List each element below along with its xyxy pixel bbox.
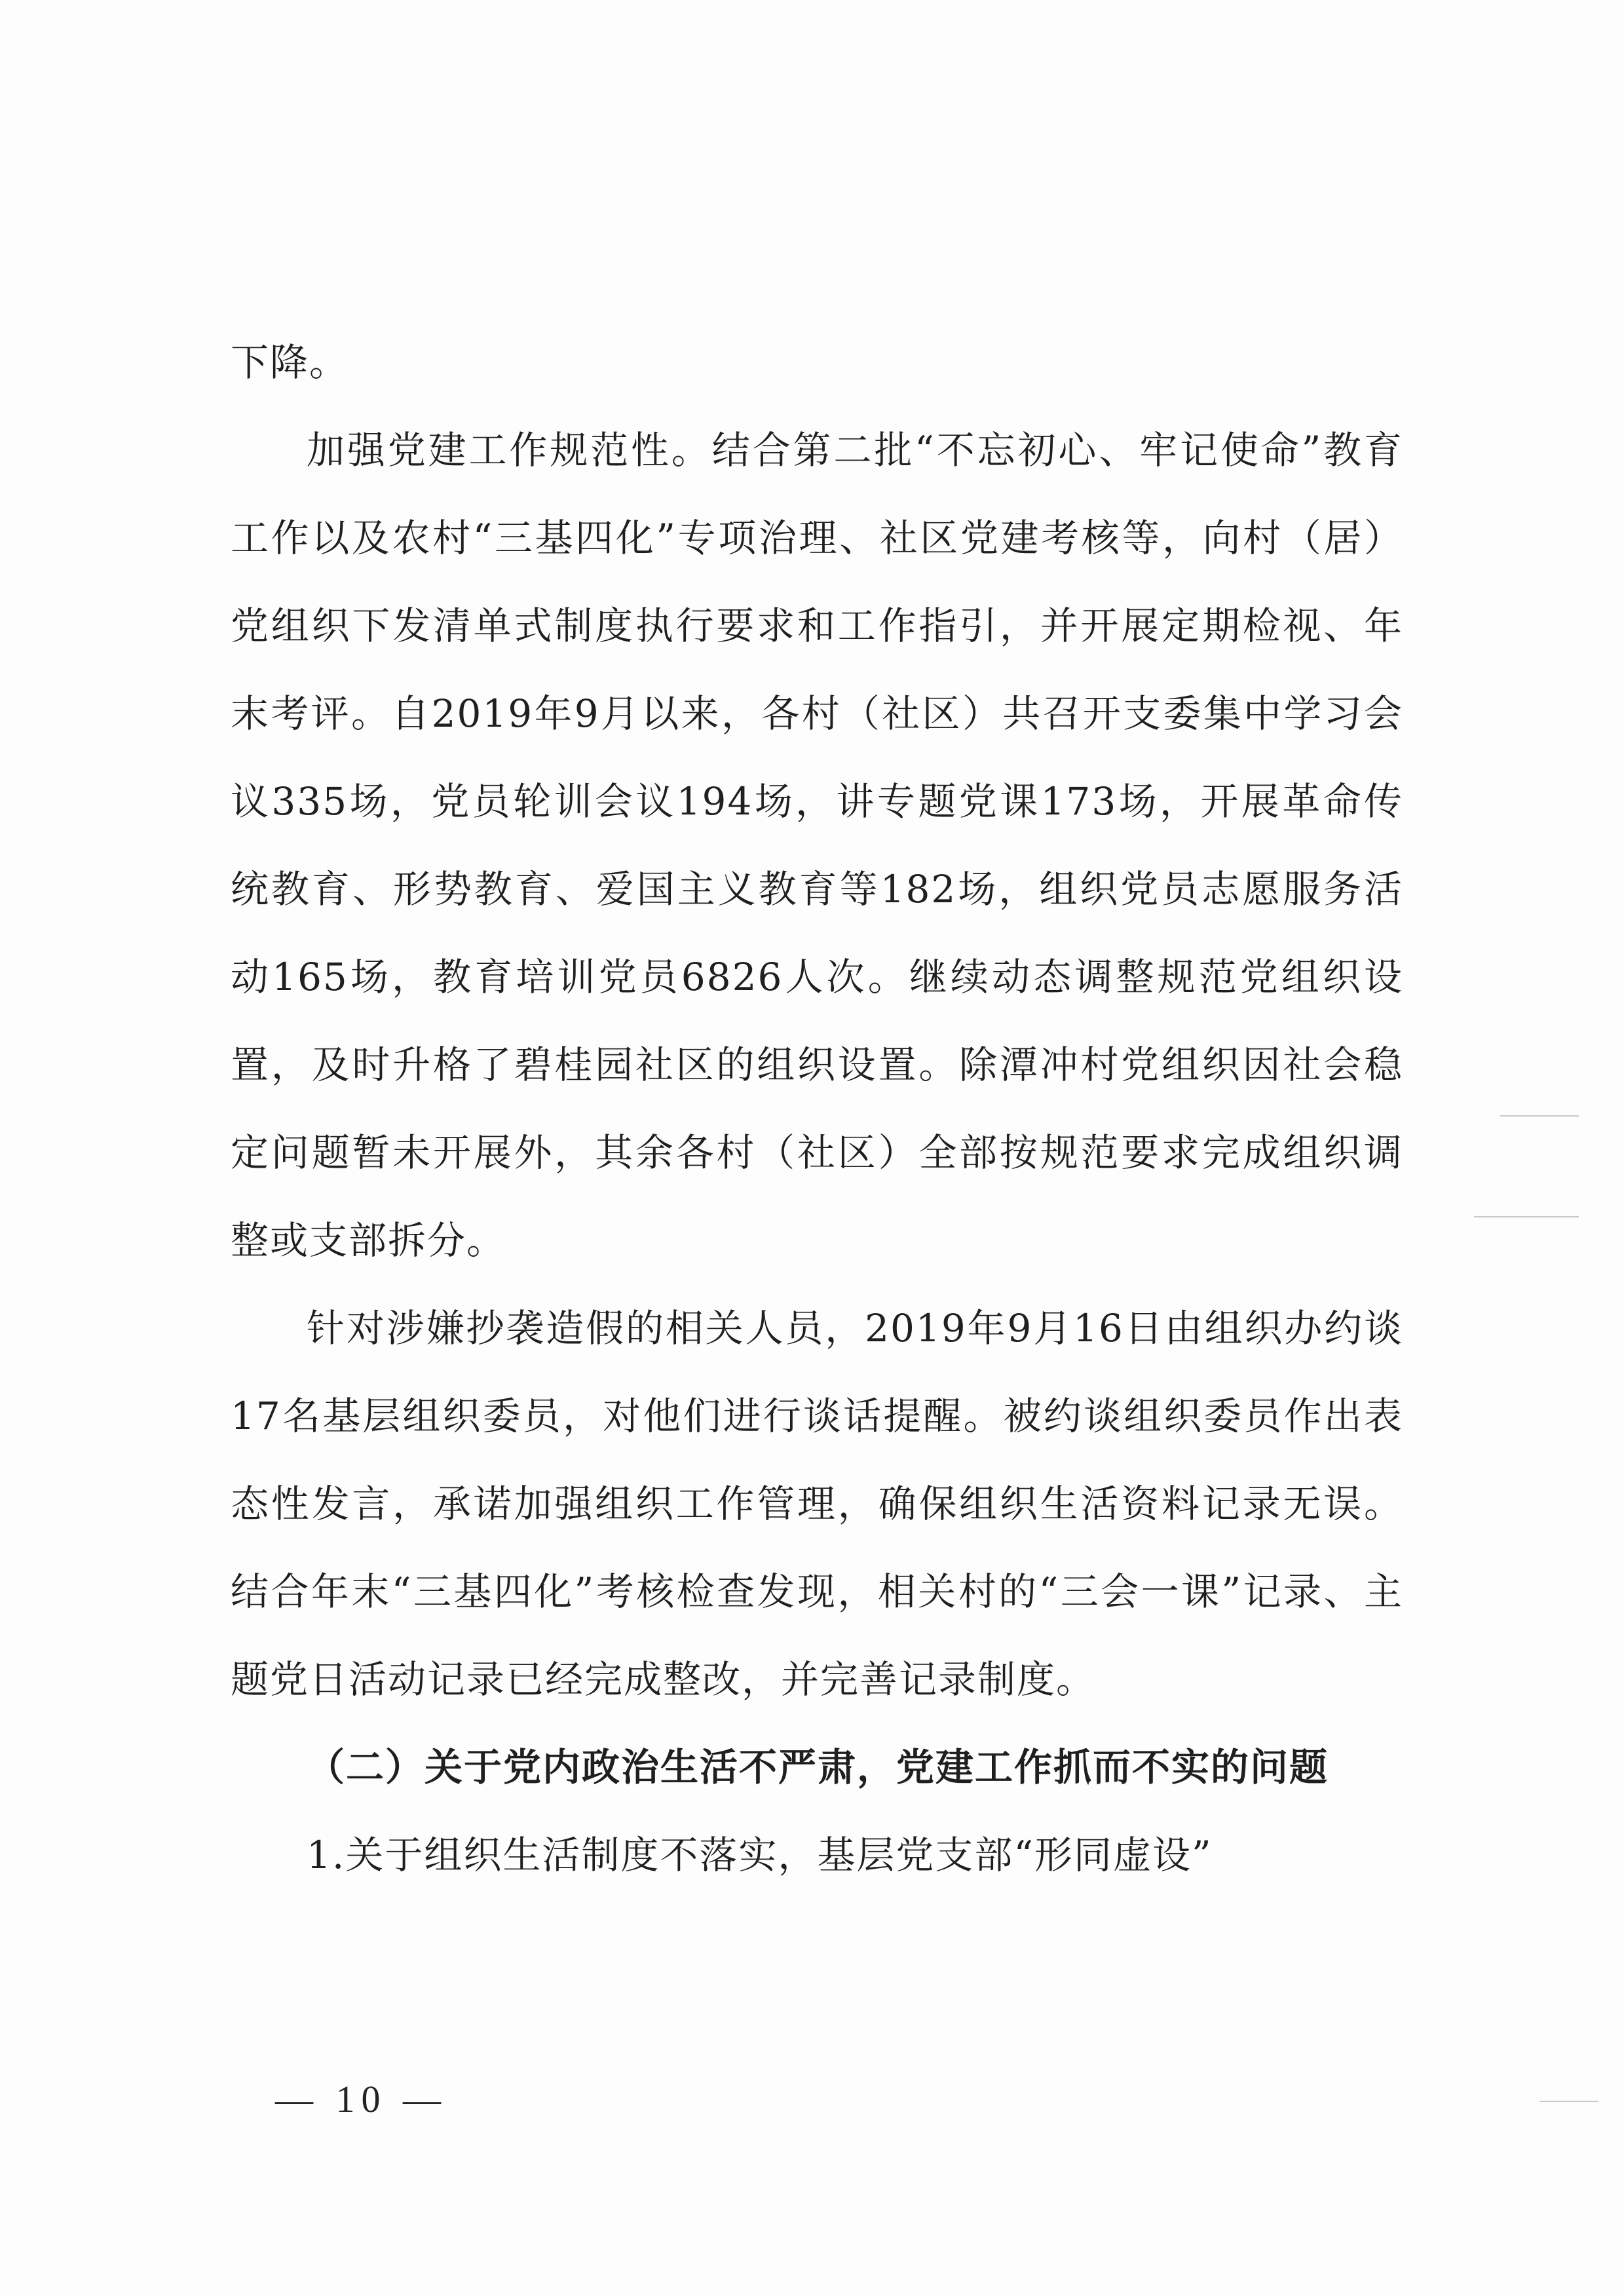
scan-artifact-line	[1539, 2101, 1598, 2102]
paragraph-party-building: 加强党建工作规范性。结合第二批“不忘初心、牢记使命”教育工作以及农村“三基四化”专项治理、社区党建考核等，向村（居）党组织下发清单式制度执行要求和工作指引，并开展定期检视、年末考评。自2019年9月以来，各村（社区）共召开支委集中学习会议335场，党员轮训会议194场，讲专题党课173场，开展革命传统教育、形势教育、爱国主义教育等182场，组织党员志愿服务活动165场，教育培训党员6826人次。继续动态调整规范党组织设置，及时升格了碧桂园社区的组织设置。除潭冲村党组织因社会稳定问题暂未开展外，其余各村（社区）全部按规范要求完成组织调整或支部拆分。	[231, 428, 1403, 1263]
paragraph-interview: 针对涉嫌抄袭造假的相关人员，2019年9月16日由组织办约谈17名基层组织委员，对他们进行谈话提醒。被约谈组织委员作出表态性发言，承诺加强组织工作管理，确保组织生活资料记录无误。结合年末“三基四化”考核检查发现，相关村的“三会一课”记录、主题党日活动记录已经完成整改，并完善记录制度。	[231, 1306, 1403, 1702]
body-text	[231, 318, 1403, 1899]
page-number: — 10 —	[275, 2078, 447, 2120]
scan-artifact-line	[1500, 1115, 1579, 1117]
paragraph-continuation: 下降。	[231, 340, 349, 385]
subsection-heading: 1.关于组织生活制度不落实，基层党支部“形同虚设”	[307, 1833, 1213, 1877]
section-heading: （二）关于党内政治生活不严肃，党建工作抓而不实的问题	[307, 1745, 1329, 1789]
scan-artifact-line	[1474, 1216, 1579, 1217]
